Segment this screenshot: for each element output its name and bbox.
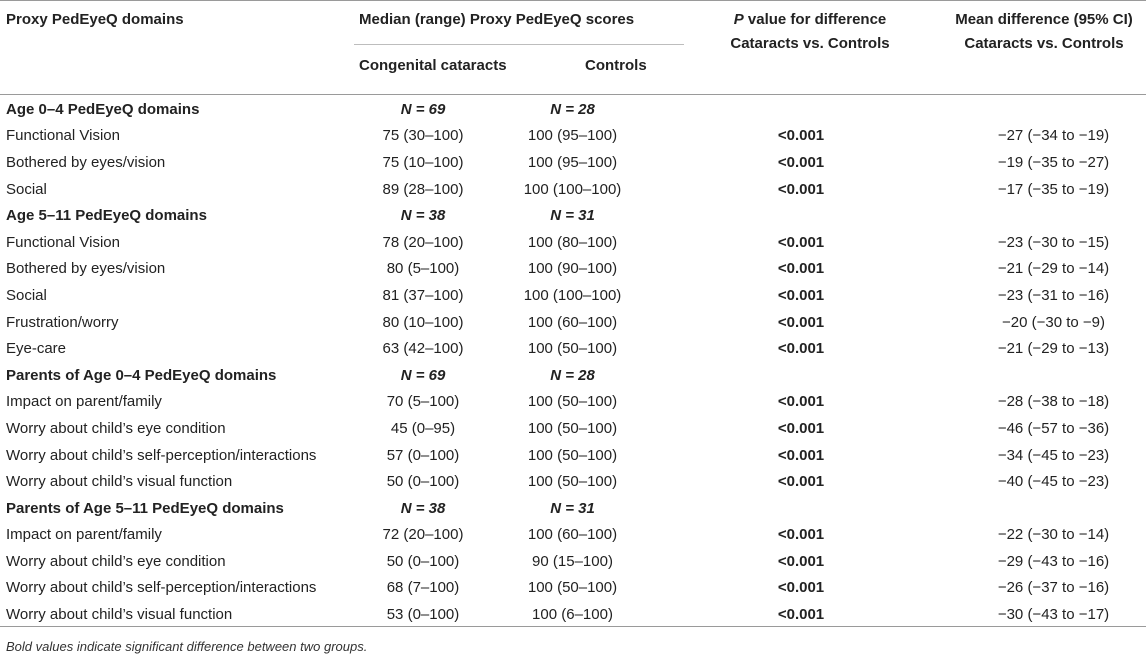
cell-meandiff: −17 (−35 to −19): [997, 180, 1110, 198]
cell-pvalue: <0.001: [777, 526, 825, 544]
cell-controls: 100 (50–100): [527, 473, 618, 491]
cell-controls: 100 (60–100): [527, 526, 618, 544]
table-body: [0, 96, 1146, 628]
section-n-controls: N = 28: [550, 366, 595, 384]
table-row: [0, 415, 1146, 442]
table-row: [0, 309, 1146, 336]
cell-domain: Worry about child’s eye condition: [6, 419, 226, 437]
header-median: Median (range) Proxy PedEyeQ scores: [359, 11, 635, 28]
section-empty: [961, 495, 1146, 522]
cell-meandiff: −21 (−29 to −13): [997, 340, 1110, 358]
section-n-cataracts: N = 69: [400, 366, 446, 384]
header-controls: Controls: [585, 57, 647, 74]
section-n-cataracts: N = 38: [400, 499, 446, 517]
table-row: [0, 575, 1146, 602]
cell-domain: Impact on parent/family: [6, 393, 162, 411]
cell-pvalue: <0.001: [777, 153, 825, 171]
cell-controls: 100 (50–100): [527, 419, 618, 437]
table-row: [0, 468, 1146, 495]
header-meandiff-line2: Cataracts vs. Controls: [964, 35, 1124, 52]
cell-controls: 100 (90–100): [527, 260, 618, 278]
cell-pvalue: <0.001: [777, 313, 825, 331]
cell-pvalue: <0.001: [777, 233, 825, 251]
table-row: [0, 335, 1146, 362]
cell-controls: 100 (100–100): [523, 180, 622, 198]
table-row: [0, 176, 1146, 203]
section-title: Parents of Age 0–4 PedEyeQ domains: [6, 366, 277, 384]
cell-meandiff: −20 (−30 to −9): [1002, 313, 1105, 331]
cell-domain: Eye-care: [6, 340, 67, 358]
cell-pvalue: <0.001: [777, 286, 825, 304]
cell-meandiff: −23 (−30 to −15): [997, 233, 1110, 251]
cell-meandiff: −26 (−37 to −16): [997, 579, 1110, 597]
table-row: [0, 282, 1146, 309]
table-row: [0, 389, 1146, 416]
cell-cataracts: 80 (5–100): [386, 260, 460, 278]
cell-pvalue: <0.001: [777, 473, 825, 491]
table-row: [0, 601, 1146, 628]
cell-meandiff: −46 (−57 to −36): [997, 419, 1110, 437]
section-n-controls: N = 31: [550, 207, 595, 225]
cell-pvalue: <0.001: [777, 419, 825, 437]
table-row: [0, 149, 1146, 176]
cell-controls: 100 (6–100): [532, 606, 613, 624]
section-empty: [641, 96, 961, 123]
cell-cataracts: 63 (42–100): [382, 340, 464, 358]
header-meandiff-line1: Mean difference (95% CI): [955, 11, 1133, 28]
cell-meandiff: −27 (−34 to −19): [997, 127, 1110, 145]
cell-domain: Functional Vision: [6, 233, 120, 251]
cell-meandiff: −22 (−30 to −14): [997, 526, 1110, 544]
section-title: Parents of Age 5–11 PedEyeQ domains: [6, 499, 284, 517]
section-empty: [961, 202, 1146, 229]
cell-domain: Bothered by eyes/vision: [6, 260, 166, 278]
cell-pvalue: <0.001: [777, 552, 825, 570]
header-congenital: Congenital cataracts: [359, 57, 507, 74]
cell-cataracts: 50 (0–100): [386, 473, 460, 491]
section-empty: [641, 362, 961, 389]
cell-domain: Bothered by eyes/vision: [6, 153, 166, 171]
cell-meandiff: −28 (−38 to −18): [997, 393, 1110, 411]
section-empty: [961, 362, 1146, 389]
footnote: Bold values indicate significant difference between two groups.: [6, 639, 368, 654]
section-empty: [961, 96, 1146, 123]
section-header-row: [0, 495, 1146, 522]
cell-controls: 100 (95–100): [527, 153, 618, 171]
cell-controls: 100 (50–100): [527, 446, 618, 464]
cell-controls: 90 (15–100): [532, 552, 613, 570]
cell-domain: Frustration/worry: [6, 313, 119, 331]
cell-pvalue: <0.001: [777, 606, 825, 624]
table-row: [0, 123, 1146, 150]
cell-controls: 100 (100–100): [523, 286, 622, 304]
table-row: [0, 548, 1146, 575]
cell-meandiff: −40 (−45 to −23): [997, 473, 1110, 491]
cell-pvalue: <0.001: [777, 260, 825, 278]
cell-cataracts: 75 (10–100): [382, 153, 464, 171]
cell-cataracts: 45 (0–95): [390, 419, 456, 437]
cell-cataracts: 50 (0–100): [386, 552, 460, 570]
section-title: Age 0–4 PedEyeQ domains: [6, 100, 200, 118]
cell-controls: 100 (50–100): [527, 393, 618, 411]
cell-domain: Social: [6, 286, 47, 304]
cell-domain: Social: [6, 180, 47, 198]
header-pvalue-rest: value for difference: [743, 11, 887, 28]
section-n-controls: N = 31: [550, 499, 595, 517]
cell-cataracts: 53 (0–100): [386, 606, 460, 624]
section-n-cataracts: N = 69: [400, 100, 446, 118]
cell-cataracts: 68 (7–100): [386, 579, 460, 597]
section-n-controls: N = 28: [550, 100, 595, 118]
table-row: [0, 256, 1146, 283]
header-rule: [0, 94, 1146, 95]
cell-domain: Impact on parent/family: [6, 526, 162, 544]
cell-domain: Worry about child’s visual function: [6, 473, 233, 491]
cell-meandiff: −30 (−43 to −17): [997, 606, 1110, 624]
section-header-row: [0, 96, 1146, 123]
cell-cataracts: 70 (5–100): [386, 393, 460, 411]
cell-controls: 100 (80–100): [527, 233, 618, 251]
cell-pvalue: <0.001: [777, 446, 825, 464]
header-pvalue-line2: Cataracts vs. Controls: [730, 35, 890, 52]
cell-meandiff: −34 (−45 to −23): [997, 446, 1110, 464]
data-table: [0, 96, 1146, 628]
section-header-row: [0, 202, 1146, 229]
cell-controls: 100 (95–100): [527, 127, 618, 145]
cell-pvalue: <0.001: [777, 180, 825, 198]
table-row: [0, 442, 1146, 469]
cell-domain: Functional Vision: [6, 127, 120, 145]
cell-pvalue: <0.001: [777, 393, 825, 411]
bottom-rule: [0, 626, 1146, 627]
header-pvalue-line1: [710, 8, 910, 32]
cell-cataracts: 81 (37–100): [382, 286, 464, 304]
header-subrule: [354, 44, 684, 45]
section-empty: [641, 495, 961, 522]
cell-domain: Worry about child’s self-perception/interactions: [6, 446, 317, 464]
cell-cataracts: 80 (10–100): [382, 313, 464, 331]
cell-meandiff: −19 (−35 to −27): [997, 153, 1110, 171]
cell-domain: Worry about child’s visual function: [6, 606, 233, 624]
header-meandiff: [944, 8, 1144, 56]
cell-controls: 100 (50–100): [527, 340, 618, 358]
cell-pvalue: <0.001: [777, 579, 825, 597]
cell-cataracts: 78 (20–100): [382, 233, 464, 251]
cell-cataracts: 75 (30–100): [382, 127, 464, 145]
cell-domain: Worry about child’s eye condition: [6, 552, 226, 570]
cell-meandiff: −21 (−29 to −14): [997, 260, 1110, 278]
section-empty: [641, 202, 961, 229]
header-pvalue: [710, 8, 910, 56]
cell-cataracts: 89 (28–100): [382, 180, 464, 198]
cell-cataracts: 72 (20–100): [382, 526, 464, 544]
header-domains: Proxy PedEyeQ domains: [6, 11, 184, 28]
cell-meandiff: −29 (−43 to −16): [997, 552, 1110, 570]
top-rule: [0, 0, 1146, 1]
cell-cataracts: 57 (0–100): [386, 446, 460, 464]
cell-controls: 100 (60–100): [527, 313, 618, 331]
cell-meandiff: −23 (−31 to −16): [997, 286, 1110, 304]
cell-domain: Worry about child’s self-perception/interactions: [6, 579, 317, 597]
cell-pvalue: <0.001: [777, 340, 825, 358]
table-row: [0, 229, 1146, 256]
section-title: Age 5–11 PedEyeQ domains: [6, 207, 207, 225]
header-pvalue-p: P: [733, 11, 744, 28]
section-n-cataracts: N = 38: [400, 207, 446, 225]
table-row: [0, 522, 1146, 549]
section-header-row: [0, 362, 1146, 389]
cell-pvalue: <0.001: [777, 127, 825, 145]
cell-controls: 100 (50–100): [527, 579, 618, 597]
